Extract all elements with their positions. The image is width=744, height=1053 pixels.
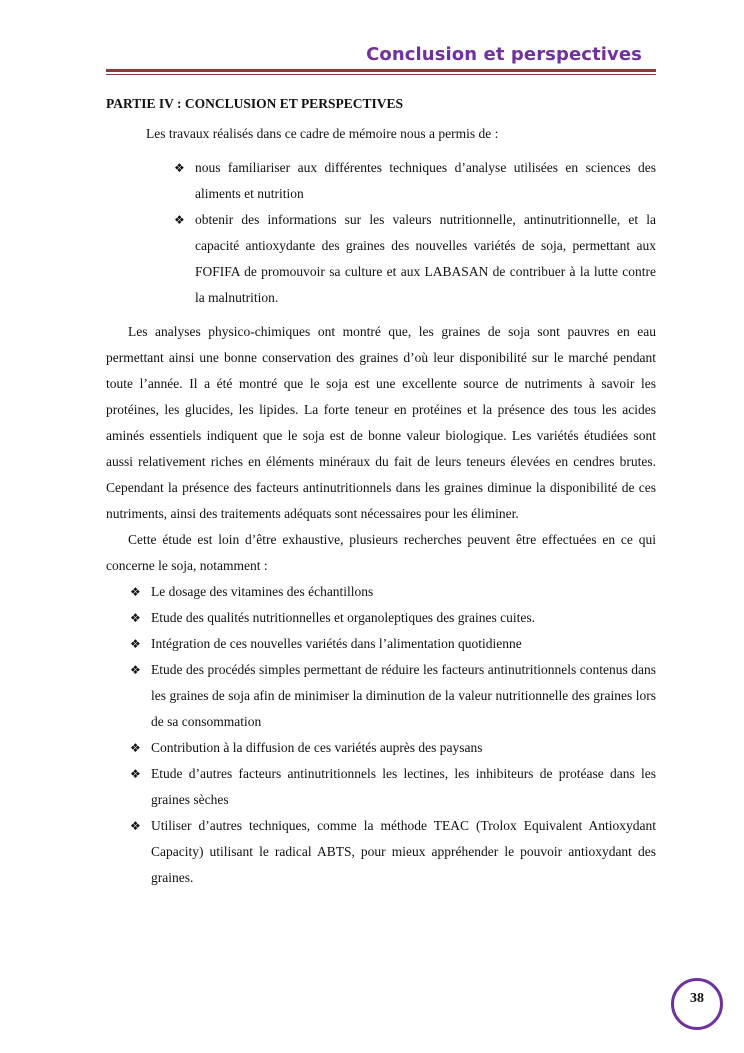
paragraph-analyses: Les analyses physico-chimiques ont montré que, les graines de soja sont pauvres en eau permettant ainsi une bonne conservation des graines d’où leur disponibilité sur le marché pendant toute l’année. Il a été montré que le soja est une excellente source de nutriments à savoir les protéines, les glucides, les lipides. La forte teneur en protéines et la présence des tous les acides aminés essentiels indiquent que le soja est de bonne valeur biologique. Les variétés étudiées sont aussi relativement riches en éléments minéraux du fait de leurs teneurs élevées en cendres brutes. Cependant la présence des facteurs antinutritionnels dans les graines diminue la disponibilité de ces nutriments, ainsi des traitements adéquats sont nécessaires pour les éliminer.: [106, 324, 656, 521]
list-item-text: Etude d’autres facteurs antinutritionnels les lectines, les inhibiteurs de protéase dans les graines sèches: [151, 766, 656, 807]
perspectives-list: [130, 579, 656, 891]
paragraph-perspectives-intro: Cette étude est loin d’être exhaustive, plusieurs recherches peuvent être effectuées en ce qui concerne le soja, notamment :: [106, 532, 656, 573]
list-item: [130, 605, 656, 631]
objectives-list: [174, 155, 656, 311]
list-item: [130, 813, 656, 891]
diamond-bullet-icon: ❖: [130, 585, 141, 599]
list-item: [174, 207, 656, 311]
diamond-bullet-icon: ❖: [130, 611, 141, 625]
list-item: [130, 735, 656, 761]
list-item: [130, 579, 656, 605]
header-rule-thin: [106, 74, 656, 75]
list-item: [130, 631, 656, 657]
page-content: [106, 91, 656, 891]
list-item-text: obtenir des informations sur les valeurs nutritionnelle, antinutritionnelle, et la capacité antioxydante des graines des nouvelles variétés de soja, permettant aux FOFIFA de promouvoir sa culture et aux LABASAN de contribuer à la lutte contre la malnutrition.: [195, 212, 656, 305]
list-item-text: Etude des qualités nutritionnelles et organoleptiques des graines cuites.: [151, 610, 536, 625]
list-item-text: Etude des procédés simples permettant de réduire les facteurs antinutritionnels contenus dans les graines de soja afin de minimiser la diminution de la valeur nutritionnelle des graines lors de sa consommation: [151, 662, 656, 729]
diamond-bullet-icon: ❖: [174, 213, 185, 227]
diamond-bullet-icon: ❖: [130, 819, 141, 833]
list-item: [130, 761, 656, 813]
header-rule-thick: [106, 69, 656, 72]
list-item-text: Intégration de ces nouvelles variétés dans l’alimentation quotidienne: [151, 636, 522, 651]
section-title: PARTIE IV : CONCLUSION ET PERSPECTIVES: [106, 96, 403, 111]
diamond-bullet-icon: ❖: [174, 161, 185, 175]
page-number: 38: [690, 991, 704, 1006]
diamond-bullet-icon: ❖: [130, 767, 141, 781]
running-header-title: Conclusion et perspectives: [366, 44, 642, 65]
list-item-text: nous familiariser aux différentes techniques d’analyse utilisées en sciences des aliments et nutrition: [195, 160, 656, 201]
list-item-text: Contribution à la diffusion de ces variétés auprès des paysans: [151, 740, 483, 755]
diamond-bullet-icon: ❖: [130, 637, 141, 651]
page-number-badge: [671, 978, 723, 1030]
diamond-bullet-icon: ❖: [130, 663, 141, 677]
list-item: [130, 657, 656, 735]
diamond-bullet-icon: ❖: [130, 741, 141, 755]
list-item-text: Utiliser d’autres techniques, comme la méthode TEAC (Trolox Equivalent Antioxydant Capacity) utilisant le radical ABTS, pour mieux appréhender le pouvoir antioxydant des graines.: [151, 818, 656, 885]
intro-sentence: Les travaux réalisés dans ce cadre de mémoire nous a permis de :: [146, 126, 499, 141]
list-item-text: Le dosage des vitamines des échantillons: [151, 584, 374, 599]
list-item: [174, 155, 656, 207]
